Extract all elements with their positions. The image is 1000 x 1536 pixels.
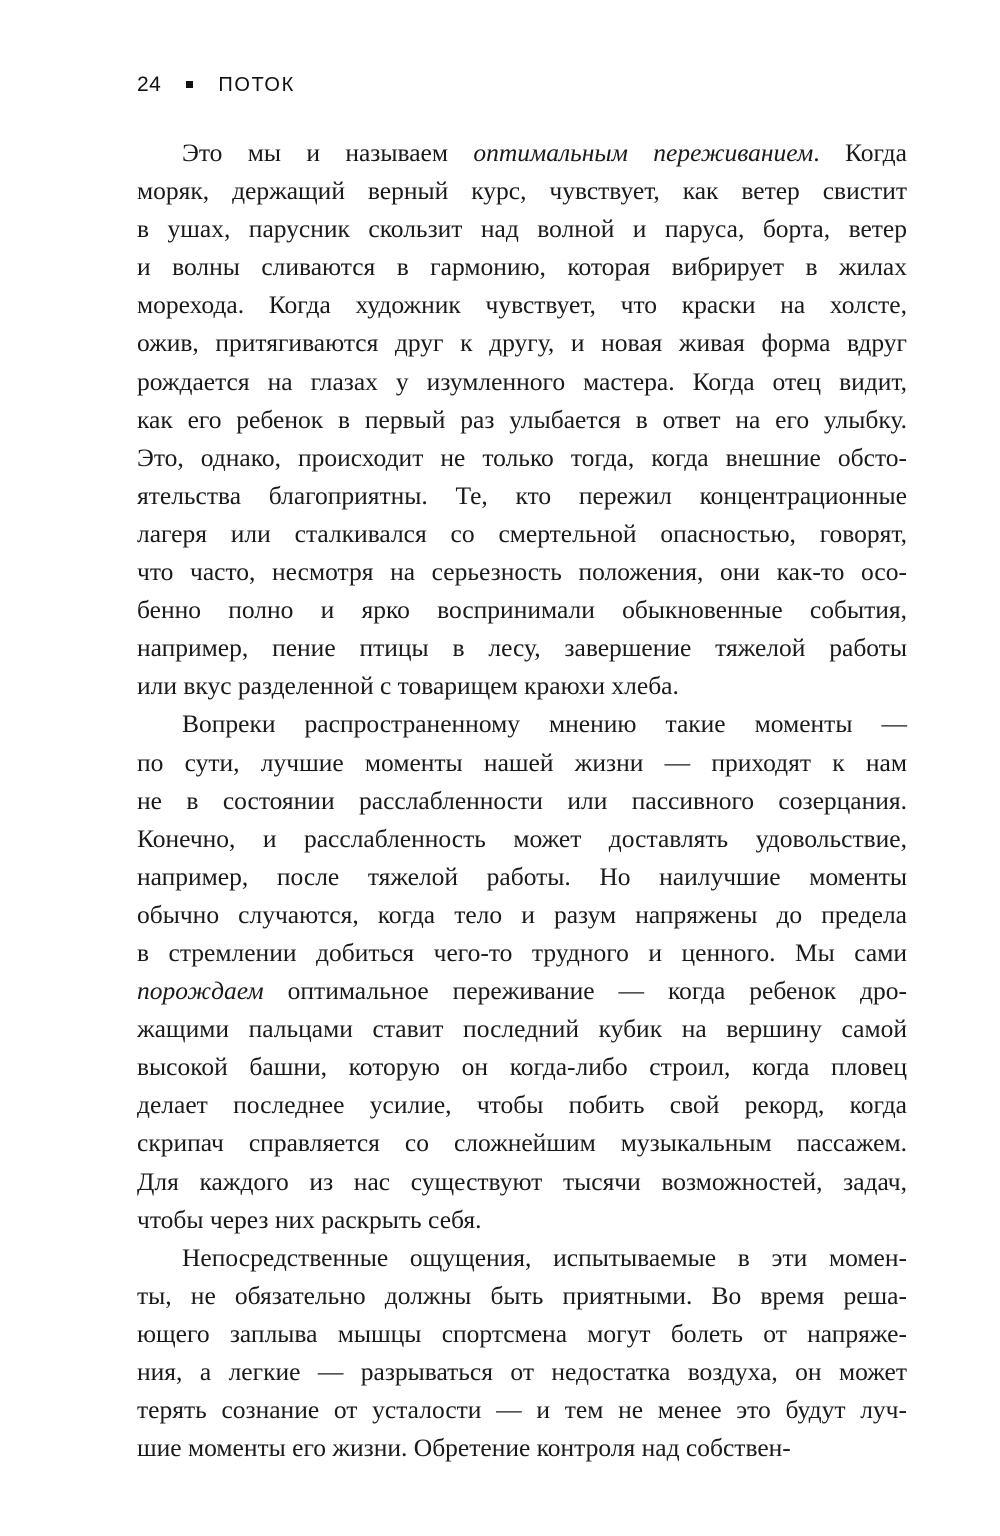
line-content (137, 744, 907, 782)
line-content (137, 1124, 907, 1162)
text-run: Непосредственные ощущения, испытываемые в эти момен- (182, 1242, 907, 1272)
line-content (137, 591, 907, 629)
text-run: жащими пальцами ставит последний кубик на вершину самой (137, 1014, 907, 1044)
text-run: рождается на глазах у изумленного мастера. Когда отец видит, (137, 366, 907, 396)
line-content (137, 1010, 907, 1048)
line-content (137, 210, 907, 248)
text-run: и волны сливаются в гармонию, которая вибрирует в жилах (137, 252, 907, 282)
text-line (137, 1277, 907, 1315)
text-run: не в состоянии расслабленности или пассивного созерцания. (137, 785, 907, 815)
text-line (137, 401, 907, 439)
text-run: по сути, лучшие моменты нашей жизни — приходят к нам (137, 747, 907, 777)
text-run: бенно полно и ярко воспринимали обыкновенные события, (137, 595, 907, 625)
text-line (137, 934, 907, 972)
line-content (137, 134, 907, 172)
text-run: Это, однако, происходит не только тогда, когда внешние обсто- (137, 442, 907, 472)
paragraph (137, 705, 907, 1238)
line-content (137, 1315, 907, 1353)
text-line (137, 629, 907, 667)
running-header (137, 74, 295, 95)
text-line (137, 134, 907, 172)
text-line (137, 172, 907, 210)
text-run: Это мы и называем (182, 138, 474, 167)
line-content (137, 934, 907, 972)
line-content (137, 553, 907, 591)
text-run: скрипач справляется со сложнейшим музыкальным пассажем. (137, 1128, 907, 1158)
text-line (137, 782, 907, 820)
text-line (137, 858, 907, 896)
line-content (137, 1239, 907, 1277)
line-content (137, 401, 907, 439)
text-run: или вкус разделенной с товарищем краюхи хлеба. (137, 671, 679, 701)
text-run: что часто, несмотря на серьезность положения, они как-то осо- (137, 557, 907, 587)
text-line (137, 363, 907, 401)
text-run: например, пение птицы в лесу, завершение тяжелой работы (137, 633, 907, 663)
text-line (137, 1391, 907, 1429)
line-content (137, 858, 907, 896)
line-content (137, 515, 907, 553)
text-run: оптимальное переживание — когда ребенок дро- (263, 976, 907, 1006)
text-line (137, 1201, 907, 1239)
text-run: терять сознание от усталости — и тем не менее это будут луч- (137, 1395, 907, 1425)
text-line (137, 591, 907, 629)
text-run: ты, не обязательно должны быть приятными. Во время реша- (137, 1280, 907, 1310)
body-text (137, 134, 907, 1467)
line-content (137, 363, 907, 401)
text-line (137, 1315, 907, 1353)
text-line (137, 515, 907, 553)
text-line (137, 972, 907, 1010)
line-content (137, 172, 907, 210)
text-run: ожив, притягиваются друг к другу, и новая живая форма вдруг (137, 328, 907, 358)
text-line (137, 1048, 907, 1086)
text-line (137, 1239, 907, 1277)
line-content (137, 286, 907, 324)
text-run: лагеря или сталкивался со смертельной опасностью, говорят, (137, 518, 907, 548)
book-title: ПОТОК (218, 73, 295, 96)
text-line (137, 1353, 907, 1391)
text-line (137, 1163, 907, 1201)
line-content (137, 1429, 907, 1467)
line-content (137, 324, 907, 362)
line-content (137, 896, 907, 934)
text-run: как его ребенок в первый раз улыбается в ответ на его улыбку. (137, 404, 907, 434)
text-line (137, 210, 907, 248)
line-content (137, 1277, 907, 1315)
text-line (137, 324, 907, 362)
line-content (137, 667, 907, 705)
text-run: ния, а легкие — разрываться от недостатка воздуха, он может (137, 1357, 907, 1386)
text-run: обычно случаются, когда тело и разум напряжены до предела (137, 899, 907, 929)
text-line (137, 1010, 907, 1048)
text-line (137, 439, 907, 477)
text-line (137, 477, 907, 515)
line-content (137, 629, 907, 667)
text-line (137, 1124, 907, 1162)
line-content (137, 972, 907, 1010)
page-number: 24 (137, 73, 162, 96)
text-line (137, 286, 907, 324)
line-content (137, 1048, 907, 1086)
text-run: шие моменты его жизни. Обретение контроля над собствен- (137, 1433, 791, 1463)
emphasis-text: порождаем (137, 976, 264, 1006)
text-run: моряк, держащий верный курс, чувствует, как ветер свистит (137, 176, 907, 206)
line-content (137, 820, 907, 858)
text-line (137, 896, 907, 934)
text-run: например, после тяжелой работы. Но наилучшие моменты (137, 861, 907, 891)
line-content (137, 782, 907, 820)
line-content (137, 705, 907, 743)
line-content (137, 1163, 907, 1201)
text-line (137, 1429, 907, 1467)
emphasis-text: оптимальным переживанием (473, 138, 814, 167)
text-run: в стремлении добиться чего-то трудного и ценного. Мы сами (137, 937, 907, 967)
paragraph (137, 1239, 907, 1468)
text-run: Вопреки распространенному мнению такие моменты — (182, 709, 907, 739)
text-run: ющего заплыва мышцы спортсмена могут болеть от напряже- (137, 1318, 907, 1348)
text-line (137, 553, 907, 591)
text-line (137, 1086, 907, 1124)
line-content (137, 439, 907, 477)
text-line (137, 820, 907, 858)
text-run: Конечно, и расслабленность может доставлять удовольствие, (137, 823, 907, 853)
line-content (137, 248, 907, 286)
text-run: Для каждого из нас существуют тысячи возможностей, задач, (137, 1166, 907, 1196)
text-line (137, 705, 907, 743)
line-content (137, 1086, 907, 1124)
line-content (137, 1391, 907, 1429)
text-run: чтобы через них раскрыть себя. (137, 1204, 482, 1234)
text-line (137, 667, 907, 705)
line-content (137, 1353, 907, 1391)
line-content (137, 477, 907, 515)
text-line (137, 248, 907, 286)
line-content (137, 1201, 907, 1239)
text-run: высокой башни, которую он когда-либо строил, когда пловец (137, 1052, 907, 1082)
square-bullet-icon (186, 81, 193, 88)
text-run: ятельства благоприятны. Те, кто пережил концентрационные (137, 480, 907, 510)
text-run: в ушах, парусник скользит над волной и паруса, борта, ветер (137, 214, 907, 244)
text-run: . Когда (813, 138, 907, 167)
paragraph (137, 134, 907, 705)
text-run: морехода. Когда художник чувствует, что краски на холсте, (137, 290, 907, 320)
text-run: делает последнее усилие, чтобы побить свой рекорд, когда (137, 1090, 907, 1120)
text-line (137, 744, 907, 782)
